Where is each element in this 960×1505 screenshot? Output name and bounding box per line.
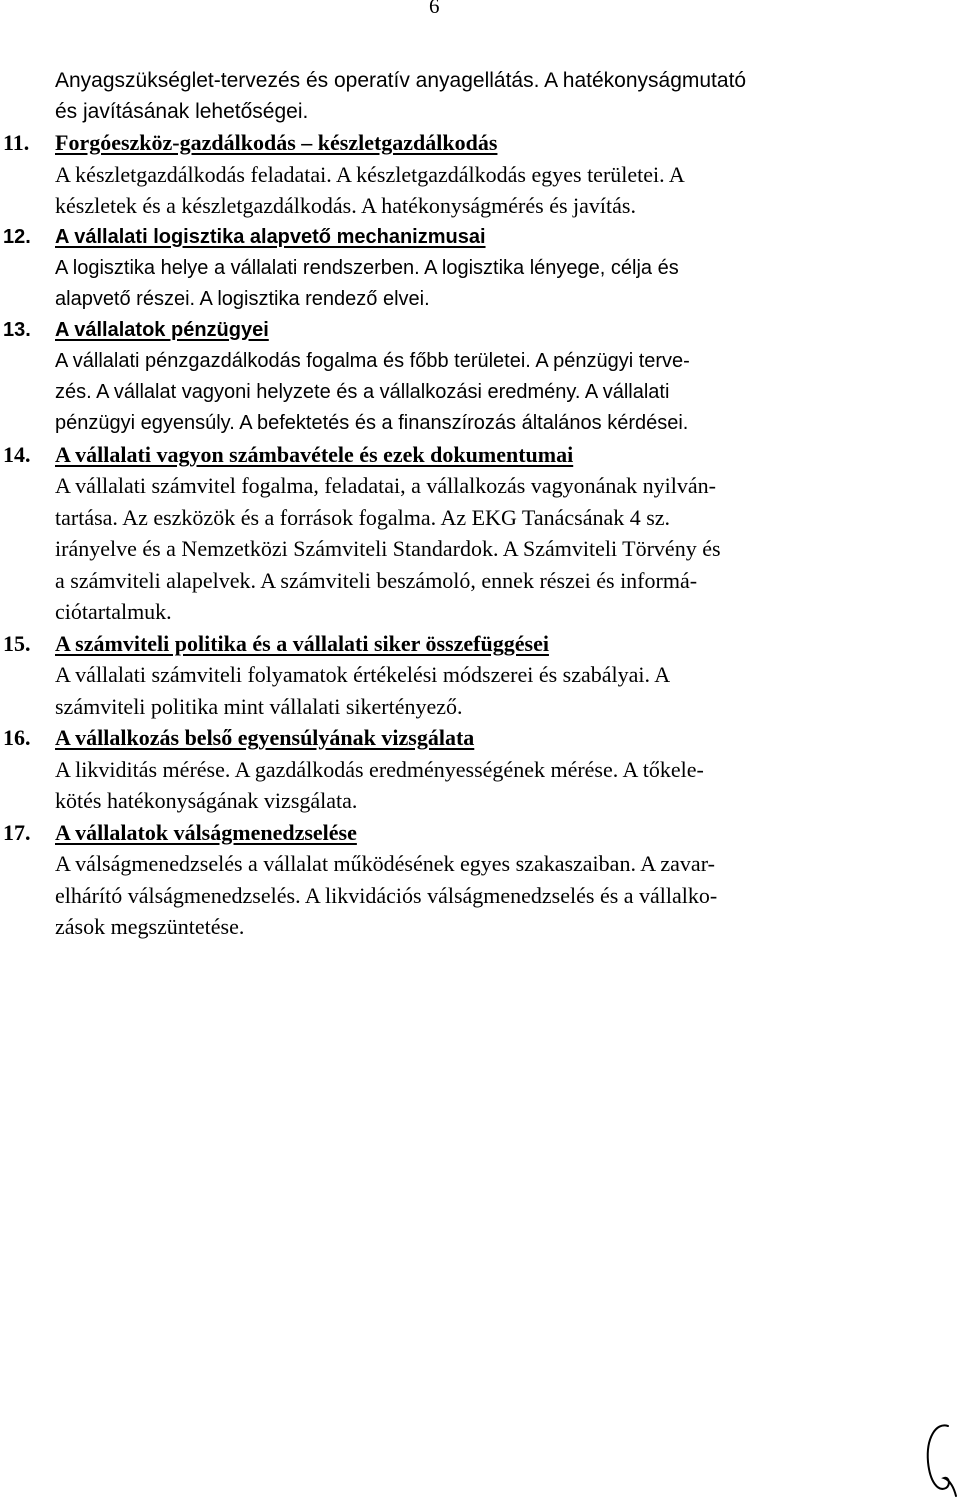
section-line: zások megszüntetése. xyxy=(55,914,245,939)
handwritten-signature xyxy=(918,1418,958,1500)
section-line: A likviditás mérése. A gazdálkodás eredményességének mérése. A tőkele- xyxy=(55,756,704,782)
section-line: számviteli politika mint vállalati sikertényező. xyxy=(55,693,463,719)
section-11 xyxy=(3,127,903,222)
section-title: A vállalatok pénzügyei xyxy=(55,318,269,341)
section-number: 16. xyxy=(3,725,31,750)
section-16 xyxy=(3,722,903,817)
section-line: készletek és a készletgazdálkodás. A hatékonyságmérés és javítás. xyxy=(55,193,636,218)
section-line: zés. A vállalat vagyoni helyzete és a vállalkozási eredmény. A vállalati xyxy=(55,380,670,403)
section-line: A készletgazdálkodás feladatai. A készletgazdálkodás egyes területei. A xyxy=(55,161,685,187)
section-number: 15. xyxy=(3,630,31,656)
section-title: A vállalati vagyon számbavétele és ezek dokumentumai xyxy=(55,441,574,467)
section-14 xyxy=(3,439,903,628)
section-line: irányelve és a Nemzetközi Számviteli Standardok. A Számviteli Törvény és xyxy=(55,536,721,561)
section-17 xyxy=(3,817,903,943)
section-title: Forgóeszköz-gazdálkodás – készletgazdálkodás xyxy=(55,130,498,155)
section-line: A vállalati számvitel fogalma, feladatai, a vállalkozás vagyonának nyilván- xyxy=(55,473,716,498)
intro-line: és javításának lehetőségei. xyxy=(55,100,309,123)
intro-paragraph xyxy=(55,65,905,127)
section-line: A válságmenedzselés a vállalat működésének egyes szakaszaiban. A zavar- xyxy=(55,851,715,876)
syllabus-list xyxy=(3,127,903,943)
section-line: pénzügyi egyensúly. A befektetés és a finanszírozás általános kérdései. xyxy=(55,411,689,434)
page-number: 6 xyxy=(429,0,440,18)
section-line: kötés hatékonyságának vizsgálata. xyxy=(55,788,358,813)
section-number: 12. xyxy=(3,225,31,248)
section-line: A logisztika helye a vállalati rendszerben. A logisztika lényege, célja és xyxy=(55,256,679,279)
section-12 xyxy=(3,222,903,315)
section-title: A vállalati logisztika alapvető mechanizmusai xyxy=(55,225,486,248)
section-title: A vállalkozás belső egyensúlyának vizsgálata xyxy=(55,725,475,750)
section-line: A vállalati pénzgazdálkodás fogalma és főbb területei. A pénzügyi terve- xyxy=(55,349,690,372)
section-line: alapvető részei. A logisztika rendező elvei. xyxy=(55,287,430,310)
section-number: 14. xyxy=(3,441,31,467)
section-line: ciótartalmuk. xyxy=(55,599,172,624)
section-15 xyxy=(3,628,903,723)
section-line: A vállalati számviteli folyamatok értékelési módszerei és szabályai. A xyxy=(55,662,671,687)
section-line: elhárító válságmenedzselés. A likvidációs válságmenedzselés és a vállalko- xyxy=(55,882,718,908)
section-13 xyxy=(3,315,903,439)
section-number: 17. xyxy=(3,819,31,845)
intro-line: Anyagszükséglet-tervezés és operatív anyagellátás. A hatékonyságmutató xyxy=(55,69,747,92)
section-number: 13. xyxy=(3,318,31,341)
section-title: A vállalatok válságmenedzselése xyxy=(55,819,357,845)
section-line: tartása. Az eszközök és a források fogalma. Az EKG Tanácsának 4 sz. xyxy=(55,504,671,530)
section-title: A számviteli politika és a vállalati siker összefüggései xyxy=(55,630,549,656)
section-number: 11. xyxy=(3,130,30,155)
section-line: a számviteli alapelvek. A számviteli beszámoló, ennek részei és informá- xyxy=(55,567,698,593)
